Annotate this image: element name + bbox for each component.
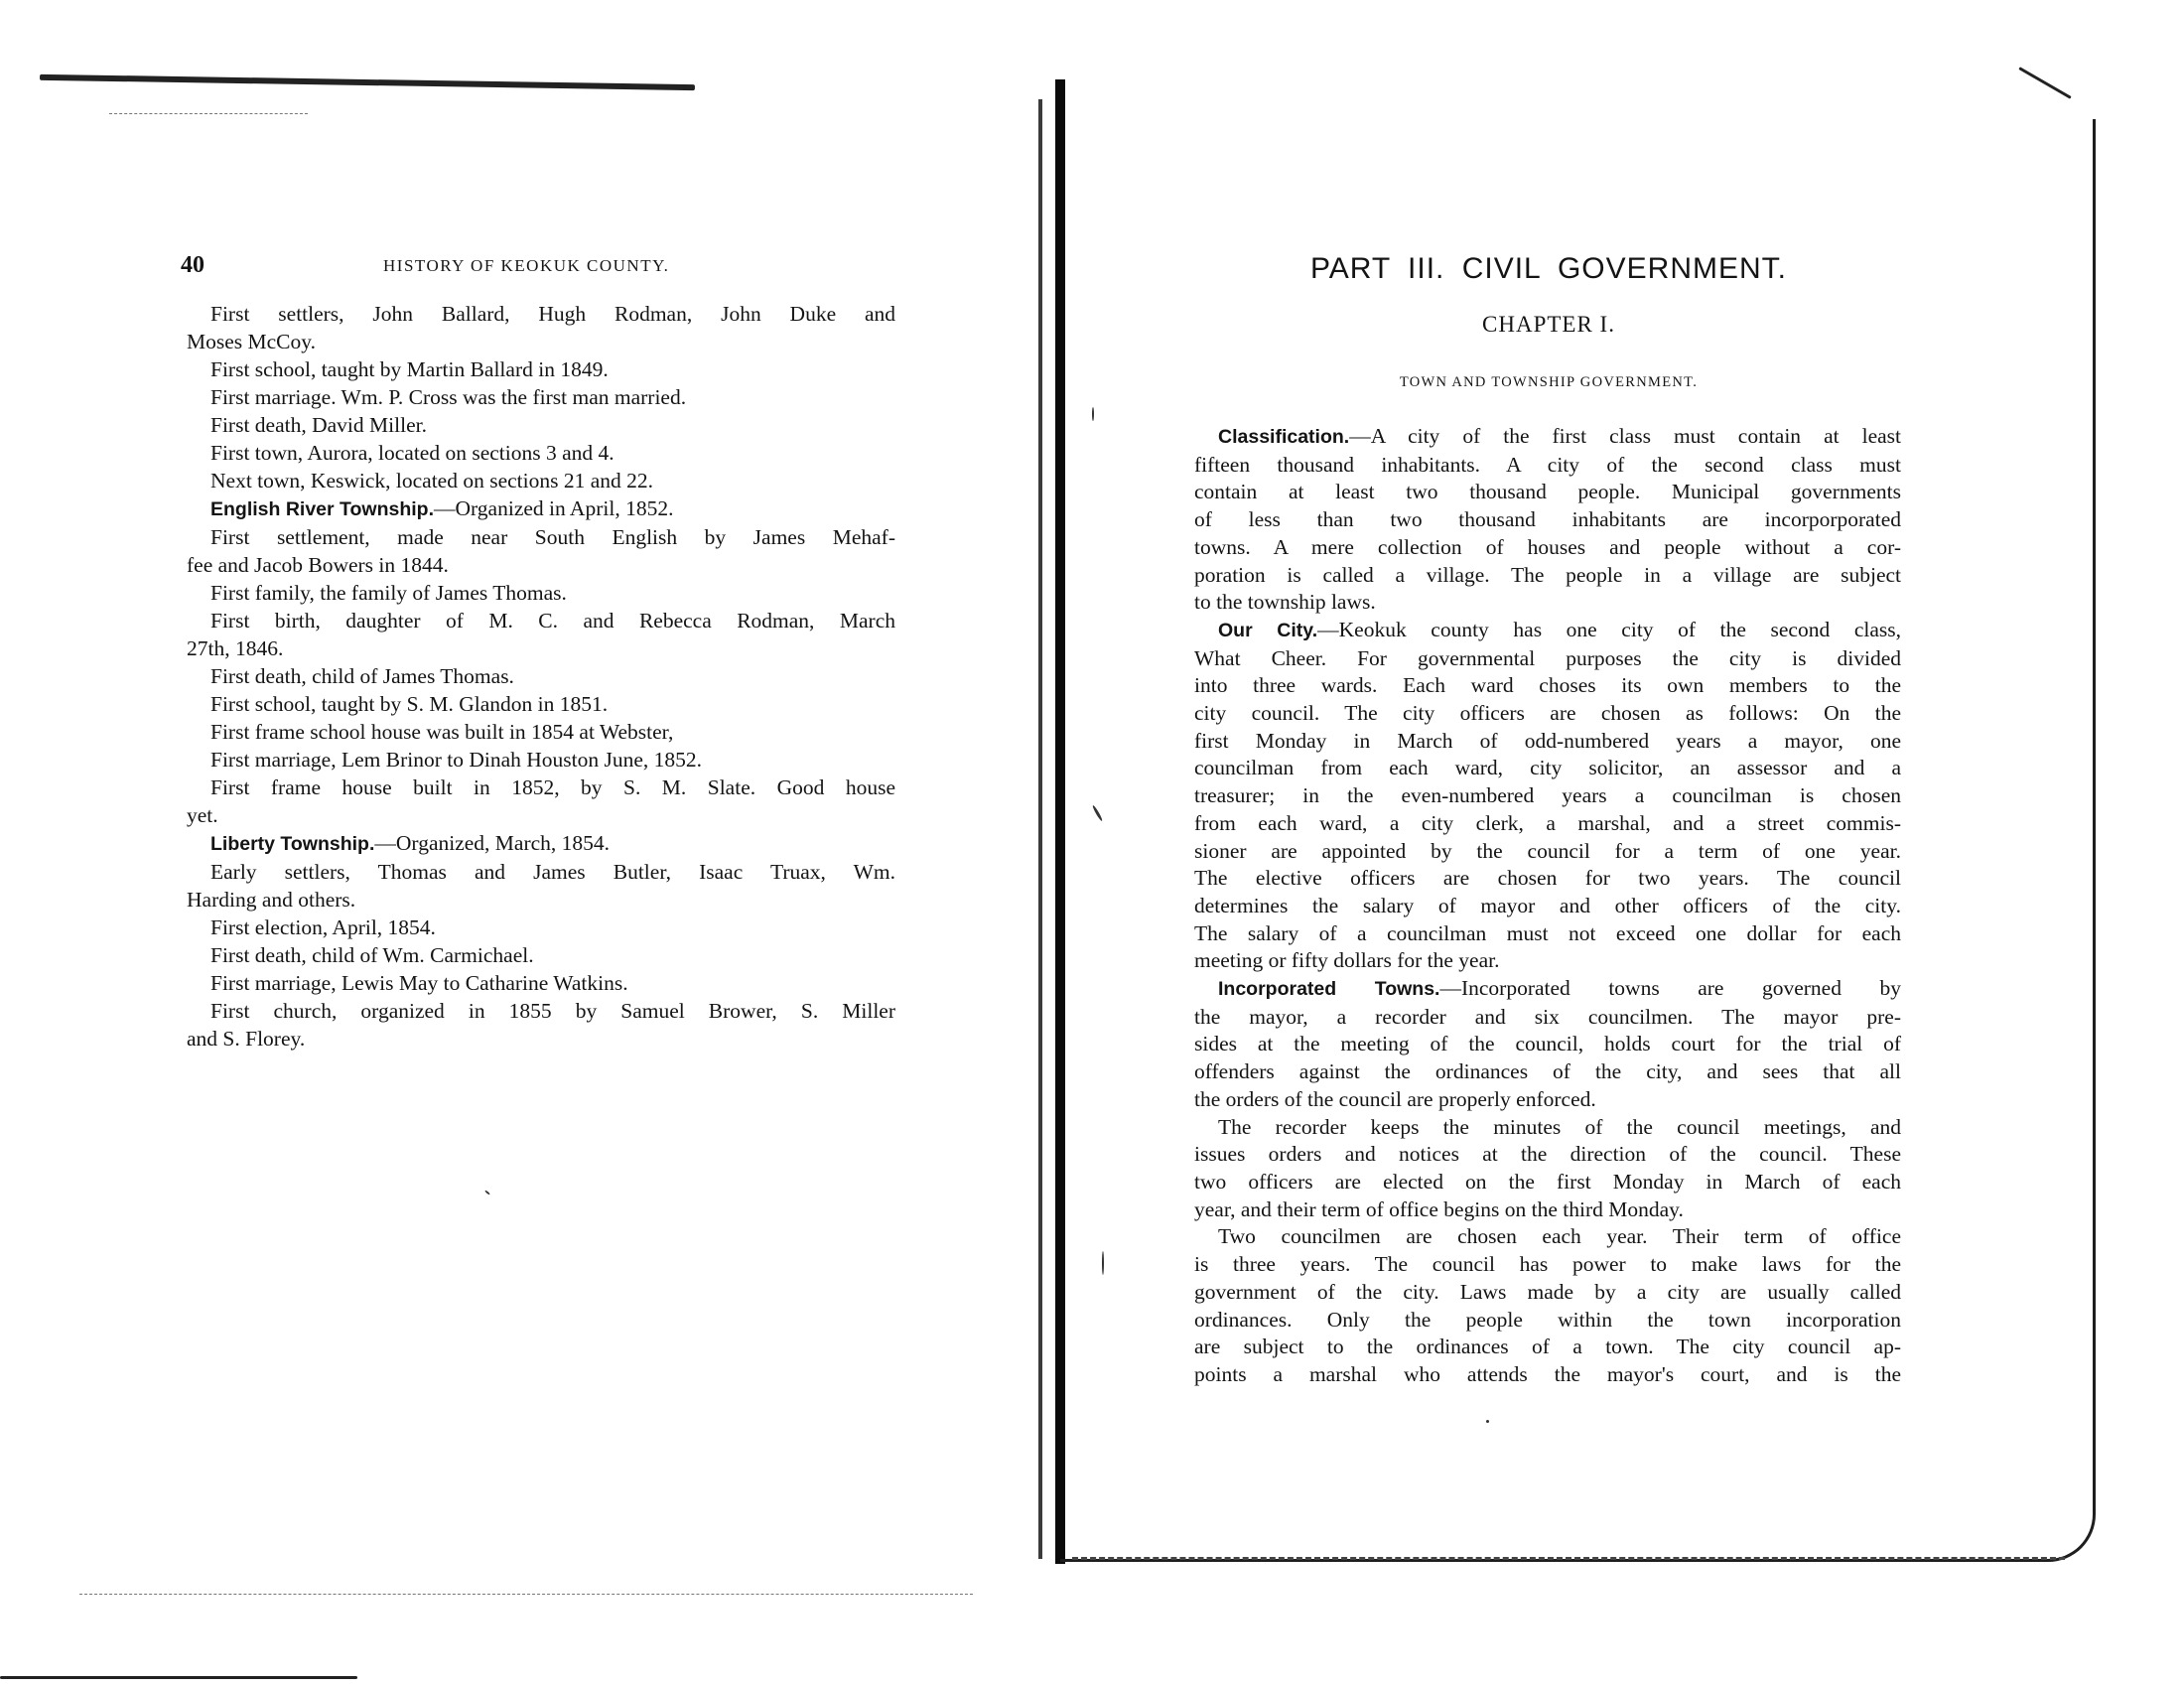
line-text: First frame house built in 1852, by S. M. Slate. Good house <box>210 775 895 799</box>
text-line <box>1194 810 1901 838</box>
paragraph-heading: Incorporated Towns. <box>1218 978 1440 1001</box>
line-text: First settlement, made near South English by James Mehaf- <box>210 525 895 549</box>
line-text: First marriage. Wm. P. Cross was the first man married. <box>210 385 687 409</box>
paragraph-heading: Our City. <box>1218 619 1318 641</box>
line-text: First school, taught by Martin Ballard in 1849. <box>210 357 609 381</box>
line-text: First death, child of James Thomas. <box>210 664 514 688</box>
speck <box>1102 1251 1104 1275</box>
text-line <box>1194 920 1901 948</box>
line-text: determines the salary of mayor and other officers of the city. <box>1194 893 1901 917</box>
text-line <box>1194 1086 1901 1114</box>
line-text: to the township laws. <box>1194 590 1376 615</box>
text-line <box>187 746 895 774</box>
speck <box>1486 1420 1489 1423</box>
text-line <box>187 941 895 969</box>
line-text: Two councilmen are chosen each year. Their term of office <box>1218 1224 1901 1249</box>
line-text: —A city of the first class must contain at least <box>1349 424 1901 448</box>
text-line <box>187 494 895 523</box>
text-line <box>1194 1141 1901 1169</box>
line-text: First marriage, Lem Brinor to Dinah Houston June, 1852. <box>210 748 703 772</box>
line-text: Early settlers, Thomas and James Butler, Isaac Truax, Wm. <box>210 860 895 884</box>
text-line <box>1194 423 1901 452</box>
text-line <box>187 718 895 746</box>
speck <box>1092 407 1094 421</box>
text-line <box>187 829 895 858</box>
text-line <box>1194 617 1901 645</box>
paragraph-heading: Liberty Township. <box>210 833 375 855</box>
text-line <box>1194 1279 1901 1307</box>
line-text: city council. The city officers are chosen as follows: On the <box>1194 701 1901 726</box>
line-text: First election, April, 1854. <box>210 915 436 939</box>
text-line <box>187 690 895 718</box>
line-text: First town, Aurora, located on sections 3 and 4. <box>210 441 614 465</box>
text-line <box>187 328 895 355</box>
text-line <box>187 300 895 328</box>
line-text: First death, David Miller. <box>210 413 427 437</box>
line-text: First school, taught by S. M. Glandon in 1851. <box>210 692 609 716</box>
line-text: ordinances. Only the people within the town incorporation <box>1194 1307 1901 1332</box>
line-text: into three wards. Each ward choses its own members to the <box>1194 673 1901 698</box>
line-text: yet. <box>187 803 218 827</box>
text-line <box>1194 755 1901 782</box>
text-line <box>187 383 895 411</box>
scan-streak-top-right <box>2018 67 2071 99</box>
line-text: sides at the meeting of the council, holds court for the trial of <box>1194 1032 1901 1056</box>
text-line <box>1194 1334 1901 1361</box>
line-text: towns. A mere collection of houses and people without a cor- <box>1194 534 1901 559</box>
text-line <box>1194 479 1901 506</box>
text-line <box>187 886 895 914</box>
text-line <box>1194 1004 1901 1032</box>
text-line <box>1194 1223 1901 1251</box>
text-line <box>1194 1251 1901 1279</box>
text-line <box>1194 838 1901 866</box>
line-text: First birth, daughter of M. C. and Rebecca Rodman, March <box>210 609 895 633</box>
text-line <box>187 914 895 941</box>
text-line <box>1194 534 1901 562</box>
line-text: First settlers, John Ballard, Hugh Rodman, John Duke and <box>210 302 895 326</box>
text-line <box>187 801 895 829</box>
chapter-title: CHAPTER I. <box>1482 312 1615 337</box>
text-line <box>1194 1169 1901 1196</box>
text-line <box>1194 1114 1901 1142</box>
text-line <box>1194 1307 1901 1335</box>
line-text: is three years. The council has power to make laws for the <box>1194 1252 1901 1277</box>
text-line <box>1194 1196 1901 1224</box>
scan-dash-bottom-right <box>1072 1557 2065 1561</box>
line-text: Moses McCoy. <box>187 330 316 353</box>
text-line <box>1194 865 1901 893</box>
text-line <box>187 579 895 607</box>
line-text: points a marshal who attends the mayor's court, and is the <box>1194 1361 1901 1386</box>
text-line <box>1194 975 1901 1004</box>
text-line <box>187 858 895 886</box>
text-line <box>1194 562 1901 590</box>
line-text: fifteen thousand inhabitants. A city of the second class must <box>1194 452 1901 477</box>
line-text: from each ward, a city clerk, a marshal, and a street commis- <box>1194 810 1901 835</box>
line-text: treasurer; in the even-numbered years a councilman is chosen <box>1194 783 1901 808</box>
line-text: meeting or fifty dollars for the year. <box>1194 948 1500 973</box>
line-text: First marriage, Lewis May to Catharine Watkins. <box>210 971 628 995</box>
line-text: First death, child of Wm. Carmichael. <box>210 943 534 967</box>
text-line <box>1194 782 1901 810</box>
line-text: government of the city. Laws made by a city are usually called <box>1194 1279 1901 1304</box>
line-text: What Cheer. For governmental purposes the city is divided <box>1194 645 1901 670</box>
left-page-text <box>187 300 895 1053</box>
text-line <box>187 1025 895 1053</box>
line-text: the orders of the council are properly enforced. <box>1194 1086 1596 1111</box>
text-line <box>187 551 895 579</box>
line-text: and S. Florey. <box>187 1027 306 1051</box>
text-line <box>187 439 895 467</box>
text-line <box>187 634 895 662</box>
line-text: the mayor, a recorder and six councilmen. The mayor pre- <box>1194 1004 1901 1029</box>
text-line <box>1194 728 1901 756</box>
line-text: offenders against the ordinances of the city, and sees that all <box>1194 1059 1901 1084</box>
line-text: 27th, 1846. <box>187 636 284 660</box>
line-text: —Organized in April, 1852. <box>434 496 674 520</box>
text-line <box>187 774 895 801</box>
line-text: —Incorporated towns are governed by <box>1439 976 1901 1001</box>
line-text: year, and their term of office begins on the third Monday. <box>1194 1196 1684 1221</box>
text-line <box>1194 1031 1901 1058</box>
paragraph-heading: English River Township. <box>210 498 434 520</box>
line-text: Next town, Keswick, located on sections 21 and 22. <box>210 469 654 492</box>
line-text: issues orders and notices at the direction of the council. These <box>1194 1142 1901 1167</box>
line-text: two officers are elected on the first Monday in March of each <box>1194 1169 1901 1194</box>
paragraph-heading: Classification. <box>1218 426 1350 448</box>
line-text: First church, organized in 1855 by Samuel Brower, S. Miller <box>210 999 895 1023</box>
text-line <box>1194 645 1901 673</box>
line-text: contain at least two thousand people. Municipal governments <box>1194 480 1901 504</box>
book-title: HISTORY OF KEOKUK COUNTY. <box>383 256 670 275</box>
line-text: The recorder keeps the minutes of the council meetings, and <box>1218 1114 1901 1139</box>
text-line <box>1194 452 1901 480</box>
text-line <box>1194 947 1901 975</box>
page-number: 40 <box>181 252 205 278</box>
text-line <box>187 662 895 690</box>
line-text: are subject to the ordinances of a town. The city council ap- <box>1194 1335 1901 1359</box>
right-page-text <box>1194 423 1901 1389</box>
text-line <box>1194 589 1901 617</box>
line-text: —Organized, March, 1854. <box>374 831 611 855</box>
text-line <box>187 997 895 1025</box>
text-line <box>187 523 895 551</box>
line-text: The elective officers are chosen for two years. The council <box>1194 866 1901 891</box>
text-line <box>187 467 895 494</box>
line-text: Harding and others. <box>187 888 356 912</box>
text-line <box>1194 506 1901 534</box>
text-line <box>1194 1361 1901 1389</box>
line-text: first Monday in March of odd-numbered years a mayor, one <box>1194 728 1901 753</box>
running-head <box>167 252 723 284</box>
section-title: TOWN AND TOWNSHIP GOVERNMENT. <box>1399 374 1699 390</box>
text-line <box>187 355 895 383</box>
line-text: First frame school house was built in 1854 at Webster, <box>210 720 674 744</box>
text-line <box>1194 672 1901 700</box>
text-line <box>1194 1058 1901 1086</box>
line-text: councilman from each ward, city solicitor, an assessor and a <box>1194 756 1901 780</box>
line-text: poration is called a village. The people in a village are subject <box>1194 562 1901 587</box>
line-text: fee and Jacob Bowers in 1844. <box>187 553 449 577</box>
line-text: First family, the family of James Thomas. <box>210 581 567 605</box>
text-line <box>1194 700 1901 728</box>
text-line <box>187 607 895 634</box>
text-line <box>187 411 895 439</box>
line-text: sioner are appointed by the council for a term of one year. <box>1194 838 1901 863</box>
gutter-edge <box>1038 99 1042 1559</box>
part-title: PART III. CIVIL GOVERNMENT. <box>1310 252 1787 285</box>
text-line <box>187 969 895 997</box>
line-text: —Keokuk county has one city of the second class, <box>1317 617 1901 641</box>
line-text: The salary of a councilman must not exceed one dollar for each <box>1194 920 1901 945</box>
line-text: of less than two thousand inhabitants are incorporporated <box>1194 507 1901 532</box>
text-line <box>1194 893 1901 920</box>
